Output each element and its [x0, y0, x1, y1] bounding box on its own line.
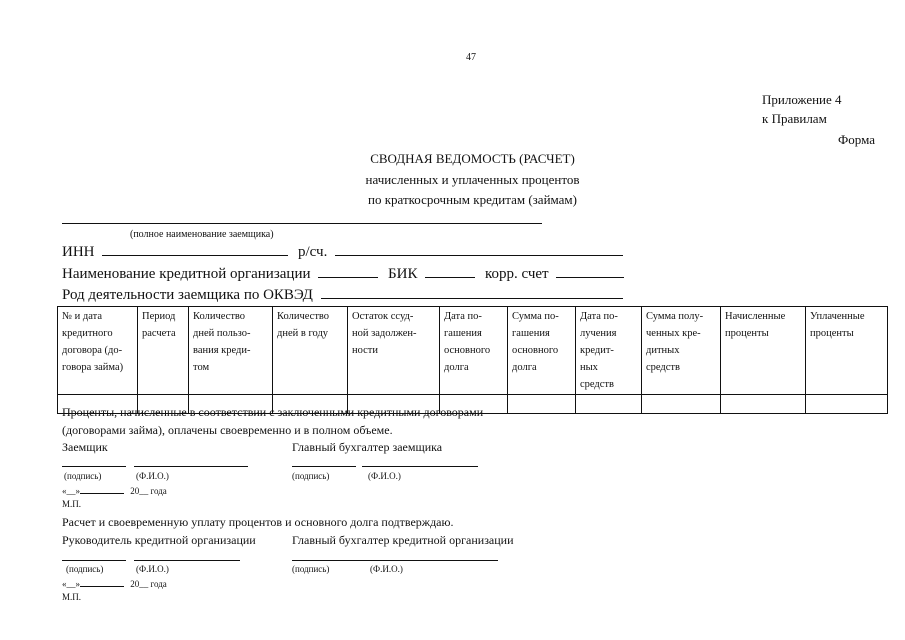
date-month-field[interactable] — [80, 578, 124, 587]
table-cell[interactable] — [576, 395, 642, 414]
bank-head-sign-line[interactable] — [62, 560, 126, 561]
date-year: 20__ года — [130, 579, 167, 589]
inn-row — [62, 244, 623, 261]
account-field[interactable] — [335, 244, 623, 256]
table-cell[interactable] — [806, 395, 888, 414]
form-label: Форма — [838, 132, 875, 147]
okved-row — [62, 287, 623, 304]
date-year: 20__ года — [130, 486, 167, 496]
stamp-label-1: М.П. — [62, 499, 82, 509]
bank-head-fio-line[interactable] — [134, 560, 240, 561]
col-header-receipt-date: Дата по- лучения кредит- ных средств — [576, 307, 642, 395]
borrower-name-caption: (полное наименование заемщика) — [130, 229, 274, 240]
credit-org-label: Наименование кредитной организации — [62, 266, 311, 282]
confirm-text: Расчет и своевременную уплату процентов и основного долга подтверждаю. — [62, 515, 454, 529]
borrower-name-line[interactable] — [62, 223, 542, 224]
bank-accountant-title: Главный бухгалтер кредитной организации — [292, 533, 514, 547]
col-header-days-year: Количество дней в году — [273, 307, 348, 395]
table-cell[interactable] — [508, 395, 576, 414]
bank-accountant-fio-caption: (Ф.И.О.) — [370, 564, 403, 574]
borrower-fio-line[interactable] — [134, 466, 248, 467]
col-header-period: Период расчета — [138, 307, 189, 395]
okved-label: Род деятельности заемщика по ОКВЭД — [62, 287, 313, 303]
col-header-days-used: Количество дней пользо- вания креди- том — [189, 307, 273, 395]
appendix-line-2: к Правилам — [762, 111, 827, 126]
table-cell[interactable] — [721, 395, 806, 414]
col-header-contract: № и дата кредитного договора (до- говора займа) — [58, 307, 138, 395]
col-header-balance: Остаток ссуд- ной задолжен- ности — [348, 307, 440, 395]
statement-line-1: Проценты, начисленные в соответствии с заключенными кредитными договорами — [62, 405, 484, 419]
statement-line-2: (договорами займа), оплачены своевременно и в полном объеме. — [62, 423, 393, 437]
date-row-2 — [62, 578, 167, 589]
title-line-2: начисленных и уплаченных процентов — [365, 172, 580, 187]
account-label: р/сч. — [298, 244, 328, 260]
title-line-1: СВОДНАЯ ВЕДОМОСТЬ (РАСЧЕТ) — [370, 151, 575, 166]
bank-accountant-sign-caption: (подпись) — [292, 564, 330, 574]
borrower-fio-caption: (Ф.И.О.) — [136, 471, 169, 481]
date-day: «__» — [62, 579, 80, 589]
bik-label: БИК — [388, 266, 418, 282]
date-month-field[interactable] — [80, 485, 124, 494]
col-header-paid: Уплаченные проценты — [806, 307, 888, 395]
bank-accountant-line[interactable] — [292, 560, 498, 561]
appendix-line-1: Приложение 4 — [762, 92, 842, 107]
borrower-sign-caption: (подпись) — [64, 471, 102, 481]
table-cell[interactable] — [642, 395, 721, 414]
bank-head-fio-caption: (Ф.И.О.) — [136, 564, 169, 574]
credit-org-row — [62, 266, 624, 283]
page-number: 47 — [466, 52, 476, 63]
accountant-sign-caption: (подпись) — [292, 471, 330, 481]
borrower-title: Заемщик — [62, 440, 108, 454]
col-header-repay-sum: Сумма по- гашения основного долга — [508, 307, 576, 395]
accountant-fio-line[interactable] — [362, 466, 478, 467]
col-header-accrued: Начисленные проценты — [721, 307, 806, 395]
table-header-row — [58, 307, 888, 395]
stamp-label-2: М.П. — [62, 592, 82, 602]
inn-label: ИНН — [62, 244, 95, 260]
title-line-3: по краткосрочным кредитам (займам) — [368, 192, 577, 207]
corr-account-label: корр. счет — [484, 266, 549, 282]
bik-field[interactable] — [425, 266, 475, 278]
borrower-sign-line[interactable] — [62, 466, 126, 467]
accountant-fio-caption: (Ф.И.О.) — [368, 471, 401, 481]
credit-org-field[interactable] — [318, 266, 378, 278]
bank-head-title: Руководитель кредитной организации — [62, 533, 256, 547]
date-day: «__» — [62, 486, 80, 496]
inn-field[interactable] — [102, 244, 288, 256]
accountant-sign-line[interactable] — [292, 466, 356, 467]
interest-table — [57, 306, 888, 414]
col-header-repay-date: Дата по- гашения основного долга — [440, 307, 508, 395]
corr-account-field[interactable] — [556, 266, 624, 278]
col-header-receipt-sum: Сумма полу- ченных кре- дитных средств — [642, 307, 721, 395]
bank-head-sign-caption: (подпись) — [66, 564, 104, 574]
borrower-accountant-title: Главный бухгалтер заемщика — [292, 440, 443, 454]
okved-field[interactable] — [321, 287, 623, 299]
date-row-1 — [62, 485, 167, 496]
